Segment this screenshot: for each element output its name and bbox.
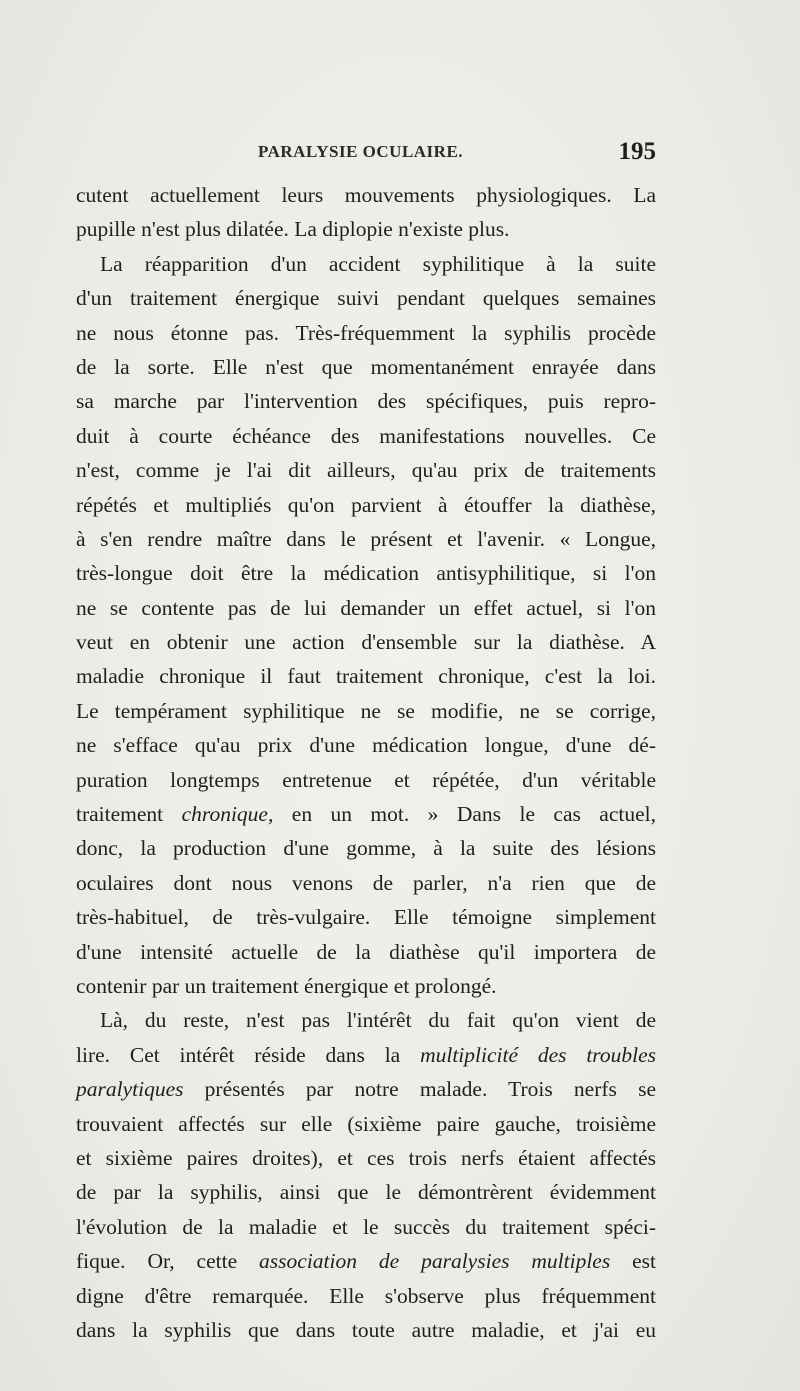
text-line xyxy=(76,419,656,453)
italic-text: chronique, xyxy=(181,802,274,827)
text-line xyxy=(76,522,656,556)
text-line xyxy=(76,728,656,762)
italic-text: paralytiques xyxy=(76,1077,184,1102)
text-run: veut en obtenir une action d'ensemble sur la diathèse. A xyxy=(76,630,656,655)
text-run: d'une intensité actuelle de la diathèse qu'il importera de xyxy=(76,939,656,964)
text-line xyxy=(76,212,656,246)
text-run: traitement xyxy=(76,802,182,827)
text-run: présentés par notre malade. Trois nerfs se xyxy=(183,1077,656,1102)
text-line xyxy=(76,763,656,797)
text-line xyxy=(76,1244,656,1278)
text-line xyxy=(76,453,656,487)
text-run: sa marche par l'intervention des spécifiques, puis repro- xyxy=(76,389,656,414)
text-run: de la sorte. Elle n'est que momentanément enrayée dans xyxy=(76,354,656,379)
text-run: l'évolution de la maladie et le succès du traitement spéci- xyxy=(76,1214,656,1239)
text-line xyxy=(76,797,656,831)
text-run: ne nous étonne pas. Très-fréquemment la syphilis procède xyxy=(76,320,656,345)
text-run: Là, du reste, n'est pas l'intérêt du fait qu'on vient de xyxy=(100,1008,656,1033)
text-run: de par la syphilis, ainsi que le démontrèrent évidemment xyxy=(76,1180,656,1205)
text-run: cutent actuellement leurs mouvements physiologiques. La xyxy=(76,183,656,207)
text-run: en un mot. » Dans le cas actuel, xyxy=(273,802,656,827)
text-line xyxy=(76,694,656,728)
page-header xyxy=(76,140,656,168)
text-run: à s'en rendre maître dans le présent et l'avenir. « Longue, xyxy=(76,526,656,551)
text-line xyxy=(76,659,656,693)
text-line xyxy=(76,900,656,934)
text-line xyxy=(76,591,656,625)
body-text xyxy=(76,178,656,1347)
text-line xyxy=(76,625,656,659)
text-run: contenir par un traitement énergique et prolongé. xyxy=(76,973,497,998)
text-run: ne se contente pas de lui demander un effet actuel, si l'on xyxy=(76,595,656,620)
text-line xyxy=(76,866,656,900)
text-run: répétés et multipliés qu'on parvient à étouffer la diathèse, xyxy=(76,492,656,517)
running-head: PARALYSIE OCULAIRE. xyxy=(258,142,464,161)
text-run: Le tempérament syphilitique ne se modifie, ne se corrige, xyxy=(76,698,656,723)
text-run: fique. Or, cette xyxy=(76,1249,260,1274)
text-line xyxy=(76,281,656,315)
text-line xyxy=(76,178,656,212)
text-run: donc, la production d'une gomme, à la suite des lésions xyxy=(76,836,656,861)
text-line xyxy=(76,1210,656,1244)
text-line xyxy=(76,1038,656,1072)
text-run: ne s'efface qu'au prix d'une médication longue, d'une dé- xyxy=(76,733,656,758)
text-run: oculaires dont nous venons de parler, n'a rien que de xyxy=(76,870,656,895)
text-run: puration longtemps entretenue et répétée, d'un véritable xyxy=(76,767,656,792)
text-line xyxy=(76,969,656,1003)
text-line xyxy=(76,247,656,281)
text-run: très-longue doit être la médication antisyphilitique, si l'on xyxy=(76,561,656,586)
text-line xyxy=(76,935,656,969)
text-line xyxy=(76,1313,656,1347)
text-line xyxy=(76,350,656,384)
italic-text: association de paralysies multiples xyxy=(259,1249,611,1274)
text-line xyxy=(76,384,656,418)
text-run: La réapparition d'un accident syphilitique à la suite xyxy=(100,251,656,276)
text-line xyxy=(76,1107,656,1141)
text-run: très-habituel, de très-vulgaire. Elle témoigne simplement xyxy=(76,905,656,930)
text-run: et sixième paires droites), et ces trois nerfs étaient affectés xyxy=(76,1145,656,1170)
text-run: dans la syphilis que dans toute autre maladie, et j'ai eu xyxy=(76,1317,656,1342)
text-run: d'un traitement énergique suivi pendant quelques semaines xyxy=(76,286,656,311)
text-run: trouvaient affectés sur elle (sixième paire gauche, troisième xyxy=(76,1111,656,1136)
text-line xyxy=(76,1141,656,1175)
text-run: maladie chronique il faut traitement chronique, c'est la loi. xyxy=(76,664,656,689)
italic-text: multiplicité des troubles xyxy=(420,1042,656,1067)
text-line xyxy=(76,556,656,590)
page-number: 195 xyxy=(618,138,656,165)
text-line xyxy=(76,488,656,522)
text-line xyxy=(76,1072,656,1106)
text-line xyxy=(76,316,656,350)
text-line xyxy=(76,1003,656,1037)
text-run: est xyxy=(610,1249,657,1274)
text-run: duit à courte échéance des manifestations nouvelles. Ce xyxy=(76,423,656,448)
text-line xyxy=(76,1175,656,1209)
text-run: lire. Cet intérêt réside dans la xyxy=(76,1042,421,1067)
text-line xyxy=(76,831,656,865)
text-run: n'est, comme je l'ai dit ailleurs, qu'au prix de traitements xyxy=(76,458,656,483)
text-run: pupille n'est plus dilatée. La diplopie n'existe plus. xyxy=(76,217,510,242)
text-run: digne d'être remarquée. Elle s'observe plus fréquemment xyxy=(76,1283,656,1308)
text-line xyxy=(76,1279,656,1313)
